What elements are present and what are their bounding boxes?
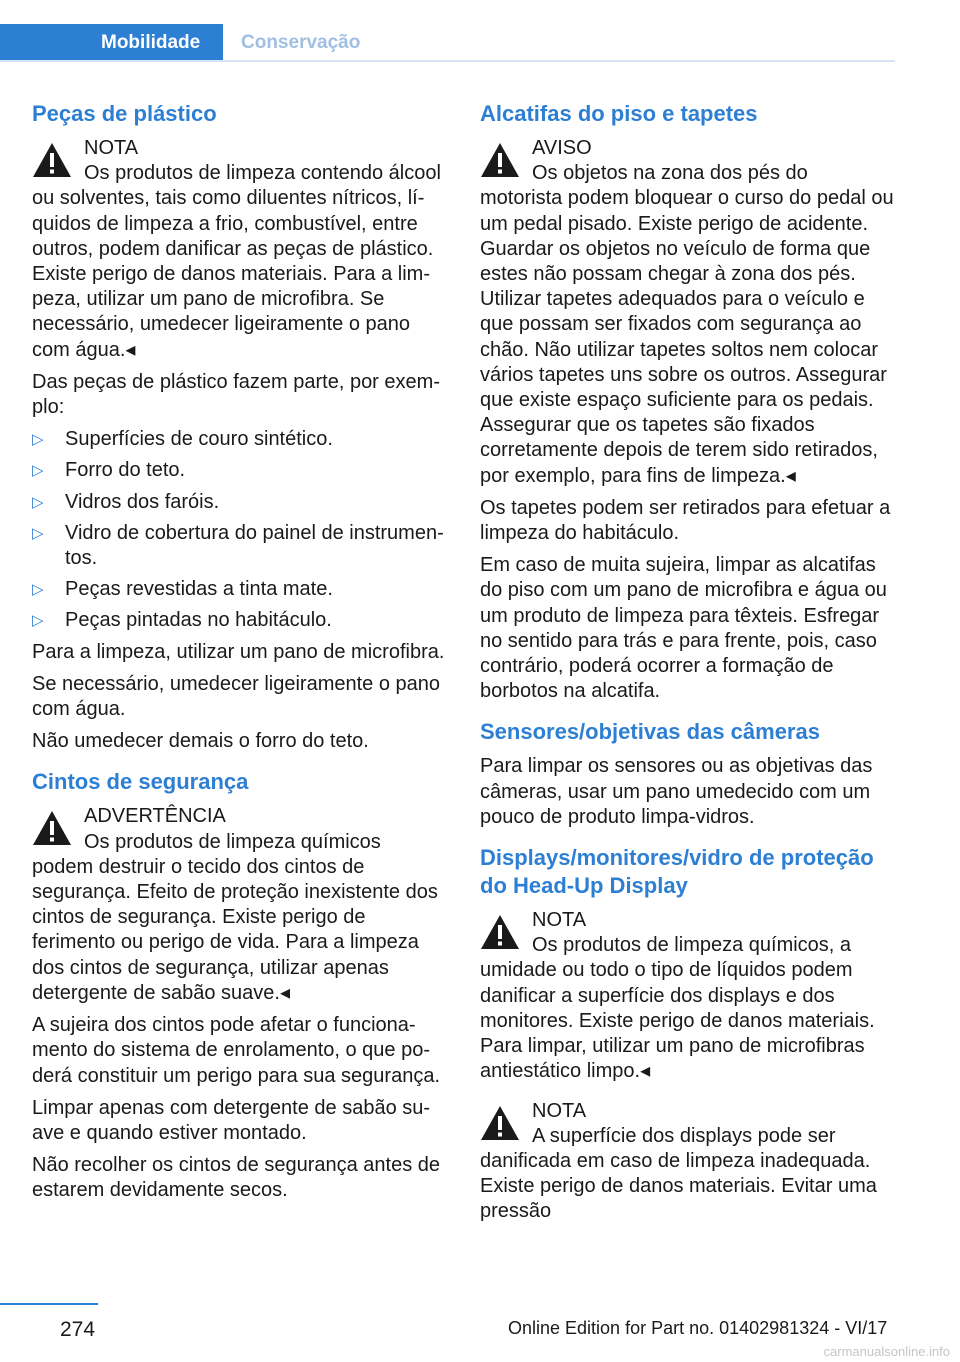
triangle-bullet-icon: ▷: [32, 462, 44, 480]
warning-title: NOTA: [532, 909, 587, 932]
paragraph: Não umedecer demais o forro do teto.: [32, 730, 369, 753]
warning-aviso: [480, 136, 895, 489]
warning-text: A superfície dos displays pode ser danificada em caso de limpeza inadequada. Existe perigo de danos materiais. Evitar uma pressão: [480, 1124, 877, 1223]
triangle-bullet-icon: ▷: [32, 524, 44, 542]
footer-rule: [0, 1303, 98, 1305]
list-item: ▷ Vidro de cobertura do painel de instrumentos.: [32, 521, 444, 570]
warning-title: NOTA: [532, 1099, 587, 1122]
edition-info: Online Edition for Part no. 01402981324 - VI/17: [508, 1318, 888, 1338]
warning-text: Os objetos na zona dos pés do motorista podem bloquear o curso do pedal ou um pedal pisado. Existe perigo de acidente. Guardar os objetos no veículo de forma que estes não possam chegar à zona dos pés. Utilizar tapetes adequados para o veículo e que possam ser fixados com segurança ao chão. Não utilizar tapetes soltos nem colocar vários tapetes uns sobre os outros. Assegurar que existe espaço suficiente para os pedais. Assegurar que os tapetes são fixados corretamente depois de terem sido retirados, por exemplo, para fins de limpeza.◂: [480, 162, 894, 487]
paragraph: Limpar apenas com detergente de sabão suave e quando estiver montado.: [32, 1096, 431, 1144]
heading-pecas-plastico: Peças de plástico: [32, 101, 217, 126]
heading-displays: Displays/monitores/vidro de proteção do Head-Up Display: [480, 845, 874, 899]
warning-triangle-icon: [32, 142, 72, 178]
warning-triangle-icon: [480, 1105, 520, 1141]
warning-triangle-icon: [480, 142, 520, 178]
paragraph: Não recolher os cintos de segurança antes de estarem devidamente secos.: [32, 1154, 441, 1202]
warning-triangle-icon: [480, 914, 520, 950]
tab-conservacao[interactable]: Conservação: [241, 32, 361, 53]
warning-text: Os produtos de limpeza químicos podem destruir o tecido dos cintos de segurança. Efeito de proteção inexistente dos cintos de segurança. Existe perigo de ferimento ou perigo de vida. Para a limpeza dos cintos de segurança, utilizar apenas detergente de sabão suave.◂: [32, 830, 438, 1004]
chapter-tabs: [0, 24, 895, 62]
warning-title: AVISO: [532, 137, 592, 159]
list-item: ▷ Superfícies de couro sintético.: [32, 427, 446, 452]
warning-nota-displays: [480, 908, 895, 1084]
heading-cintos-seguranca: Cintos de segurança: [32, 769, 249, 795]
page-number: 274: [60, 1318, 96, 1341]
warning-title: ADVERTÊNCIA: [84, 805, 226, 828]
paragraph: Os tapetes podem ser retirados para efetuar a limpeza do habitáculo.: [480, 496, 891, 545]
warning-triangle-icon: [32, 810, 72, 846]
watermark: carmanualsonline.info: [823, 1344, 950, 1359]
paragraph: Para limpar os sensores ou as objetivas das câmeras, usar um pano umedecido com um pouco de produto limpa-vidros.: [480, 755, 873, 828]
list-item: ▷ Forro do teto.: [32, 458, 446, 483]
triangle-bullet-icon: ▷: [32, 612, 44, 630]
left-column: [32, 100, 446, 1211]
paragraph: A sujeira dos cintos pode afetar o funcionamento do sistema de enrolamento, o que poderá constituir um perigo para sua segurança.: [32, 1014, 441, 1087]
triangle-bullet-icon: ▷: [32, 431, 44, 449]
plastic-parts-list: [32, 427, 446, 633]
triangle-bullet-icon: ▷: [32, 493, 44, 511]
warning-nota: [32, 136, 446, 363]
warning-text: Os produtos de limpeza químicos, a umidade ou todo o tipo de líquidos podem danificar a superfície dos displays e dos monitores. Existe perigo de danos materiais. Para limpar, utilizar um pano de microfibras antiestático limpo.◂: [480, 934, 875, 1083]
warning-nota-superficie: [480, 1099, 895, 1225]
list-item: ▷ Peças pintadas no habitáculo.: [32, 608, 446, 633]
heading-alcatifas: Alcatifas do piso e tapetes: [480, 101, 758, 126]
warning-text: Os produtos de limpeza contendo álcool ou solventes, tais como diluentes nítricos, líquidos de limpeza a frio, combustível, entre outros, podem danificar as peças de plástico. Existe perigo de danos materiais. Para a limpeza, utilizar um pano de microfibra. Se necessário, umedecer ligeiramente o pano com água.◂: [32, 162, 441, 361]
heading-sensores: Sensores/objetivas das câmeras: [480, 719, 820, 745]
list-item: ▷ Peças revestidas a tinta mate.: [32, 577, 446, 602]
paragraph: Para a limpeza, utilizar um pano de microfibra.: [32, 640, 445, 663]
paragraph: Se necessário, umedecer ligeiramente o pano com água.: [32, 672, 441, 721]
warning-title: NOTA: [84, 137, 139, 159]
paragraph: Em caso de muita sujeira, limpar as alcatifas do piso com um pano de microfibra e água ou um produto de limpeza para têxteis. Esfregar no sentido para trás e para frente, pois, caso contrário, poderá ocorrer a formação de borbotos na alcatifa.: [480, 554, 887, 703]
right-column: [480, 100, 895, 1232]
tab-mobilidade[interactable]: Mobilidade: [0, 24, 223, 62]
tabs-underline: [0, 60, 895, 62]
warning-advertencia: [32, 804, 446, 1006]
paragraph: Das peças de plástico fazem parte, por exemplo:: [32, 370, 440, 419]
list-item: ▷ Vidros dos faróis.: [32, 490, 446, 515]
triangle-bullet-icon: ▷: [32, 581, 44, 599]
